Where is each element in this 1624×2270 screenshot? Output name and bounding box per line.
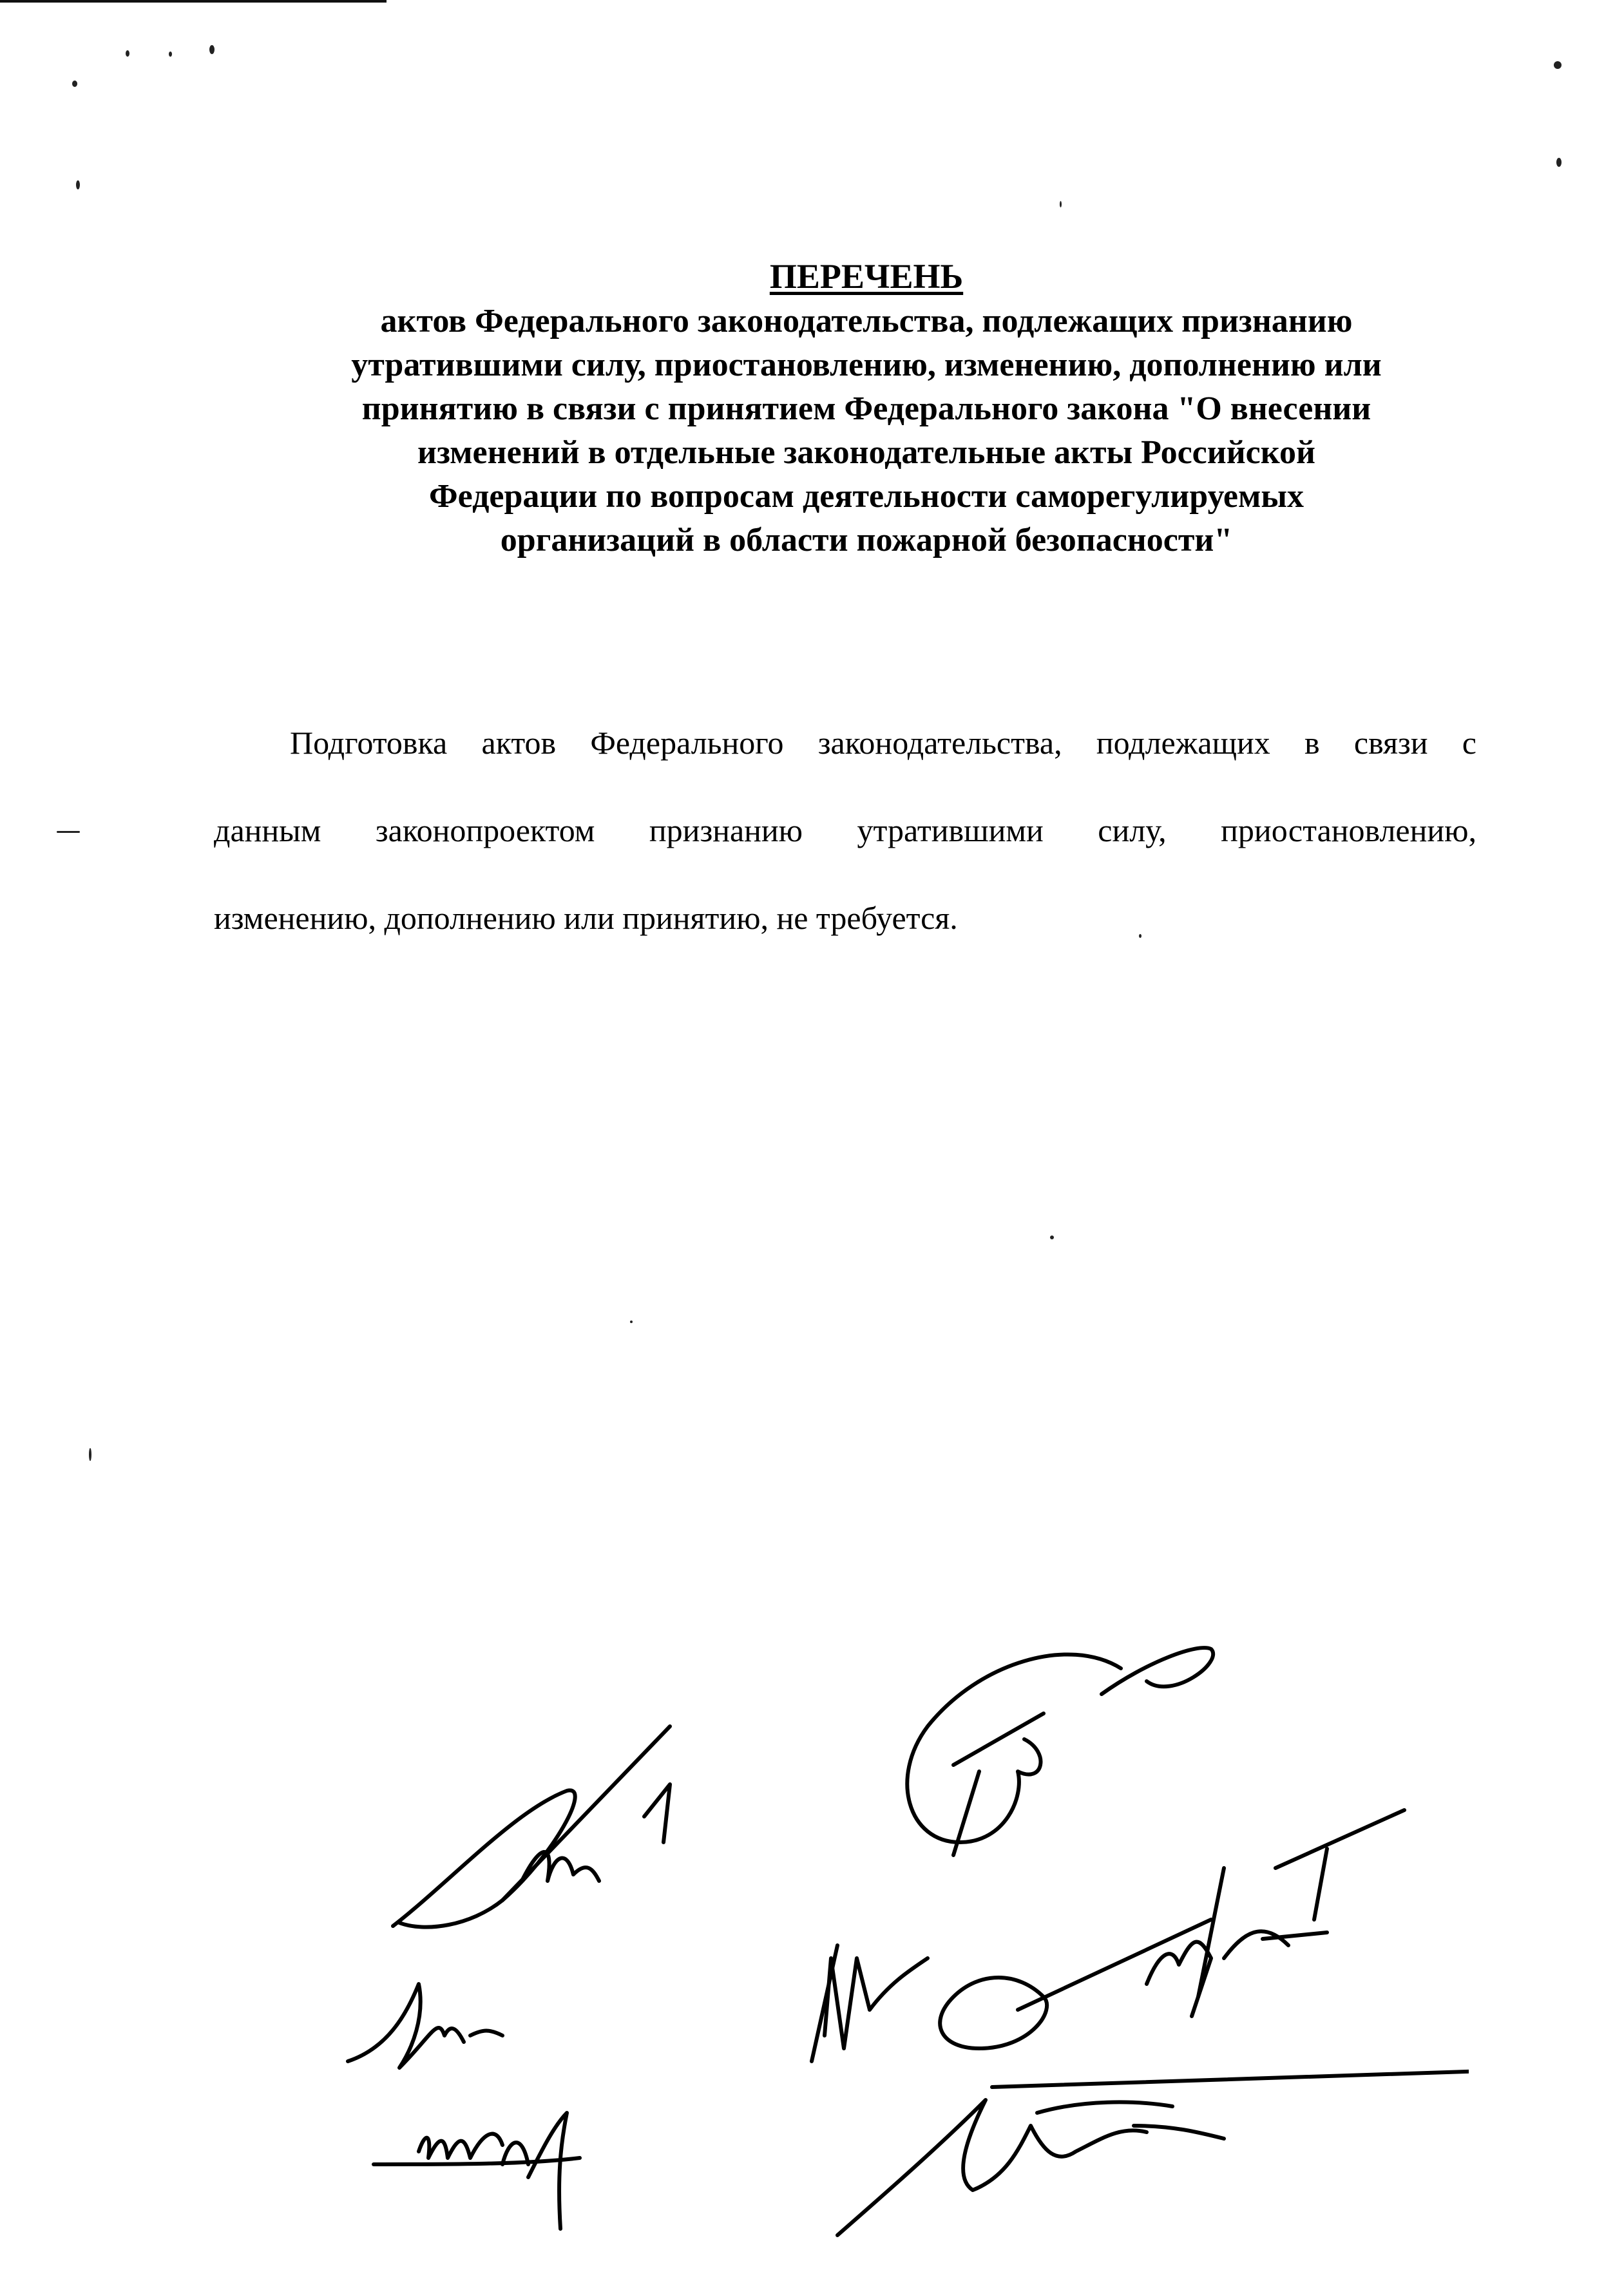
title-line: Федерации по вопросам деятельности саморегулируемых [429, 478, 1304, 515]
document-title-block [245, 254, 1488, 562]
signature-stroke [528, 2113, 567, 2229]
document-heading: ПЕРЕЧЕНЬ [769, 257, 964, 296]
scan-speck [209, 45, 215, 54]
signature-stroke [907, 1654, 1121, 1842]
handwritten-signatures [309, 1598, 1469, 2255]
body-paragraph [214, 699, 1476, 962]
signature-stroke [1037, 2102, 1172, 2113]
scan-speck [126, 50, 129, 57]
scan-speck [72, 81, 77, 87]
scan-speck [630, 1321, 633, 1323]
scan-speck [1554, 61, 1562, 69]
scan-speck [57, 831, 80, 833]
signature-stroke [953, 1713, 1044, 1765]
signature-stroke [812, 1945, 837, 2061]
title-line: актов Федерального законодательства, подлежащих признанию [380, 303, 1353, 339]
body-line: данным законопроектом признанию утратившими силу, приостановлению, [214, 812, 1476, 848]
title-line: принятию в связи с принятием Федерального закона "О внесении [361, 390, 1371, 427]
signature-stroke [870, 1958, 928, 2010]
signature-stroke [644, 1784, 670, 1842]
signature-stroke [992, 2068, 1469, 2087]
signatures-area [309, 1598, 1469, 2255]
body-line: изменению, дополнению или принятию, не требуется. [214, 900, 958, 936]
scan-edge [0, 0, 387, 3]
scan-speck [1556, 158, 1562, 167]
title-line: изменений в отдельные законодательные акты Российской [417, 434, 1315, 471]
scan-speck [1060, 201, 1062, 207]
scan-speck [169, 52, 172, 57]
signature-stroke [1102, 1648, 1213, 1694]
signature-stroke [1314, 1849, 1327, 1920]
body-line: Подготовка актов Федерального законодательства, подлежащих в связи с [290, 725, 1476, 761]
scan-speck [89, 1448, 91, 1461]
signature-stroke [1224, 1931, 1288, 1958]
signature-stroke [470, 2031, 502, 2036]
scan-speck [1050, 1235, 1054, 1239]
signature-stroke [419, 2134, 502, 2158]
signature-stroke [1018, 1920, 1211, 2010]
signature-stroke [837, 2100, 1147, 2235]
signature-stroke [1198, 1868, 1224, 1997]
scan-speck [76, 180, 80, 189]
signature-stroke [348, 1984, 464, 2068]
signature-stroke [940, 1978, 1047, 2048]
signature-stroke [374, 2158, 580, 2164]
title-line: утратившими силу, приостановлению, изменению, дополнению или [351, 347, 1382, 383]
title-line: организаций в области пожарной безопасности" [500, 522, 1233, 558]
signature-stroke [1275, 1810, 1404, 1868]
